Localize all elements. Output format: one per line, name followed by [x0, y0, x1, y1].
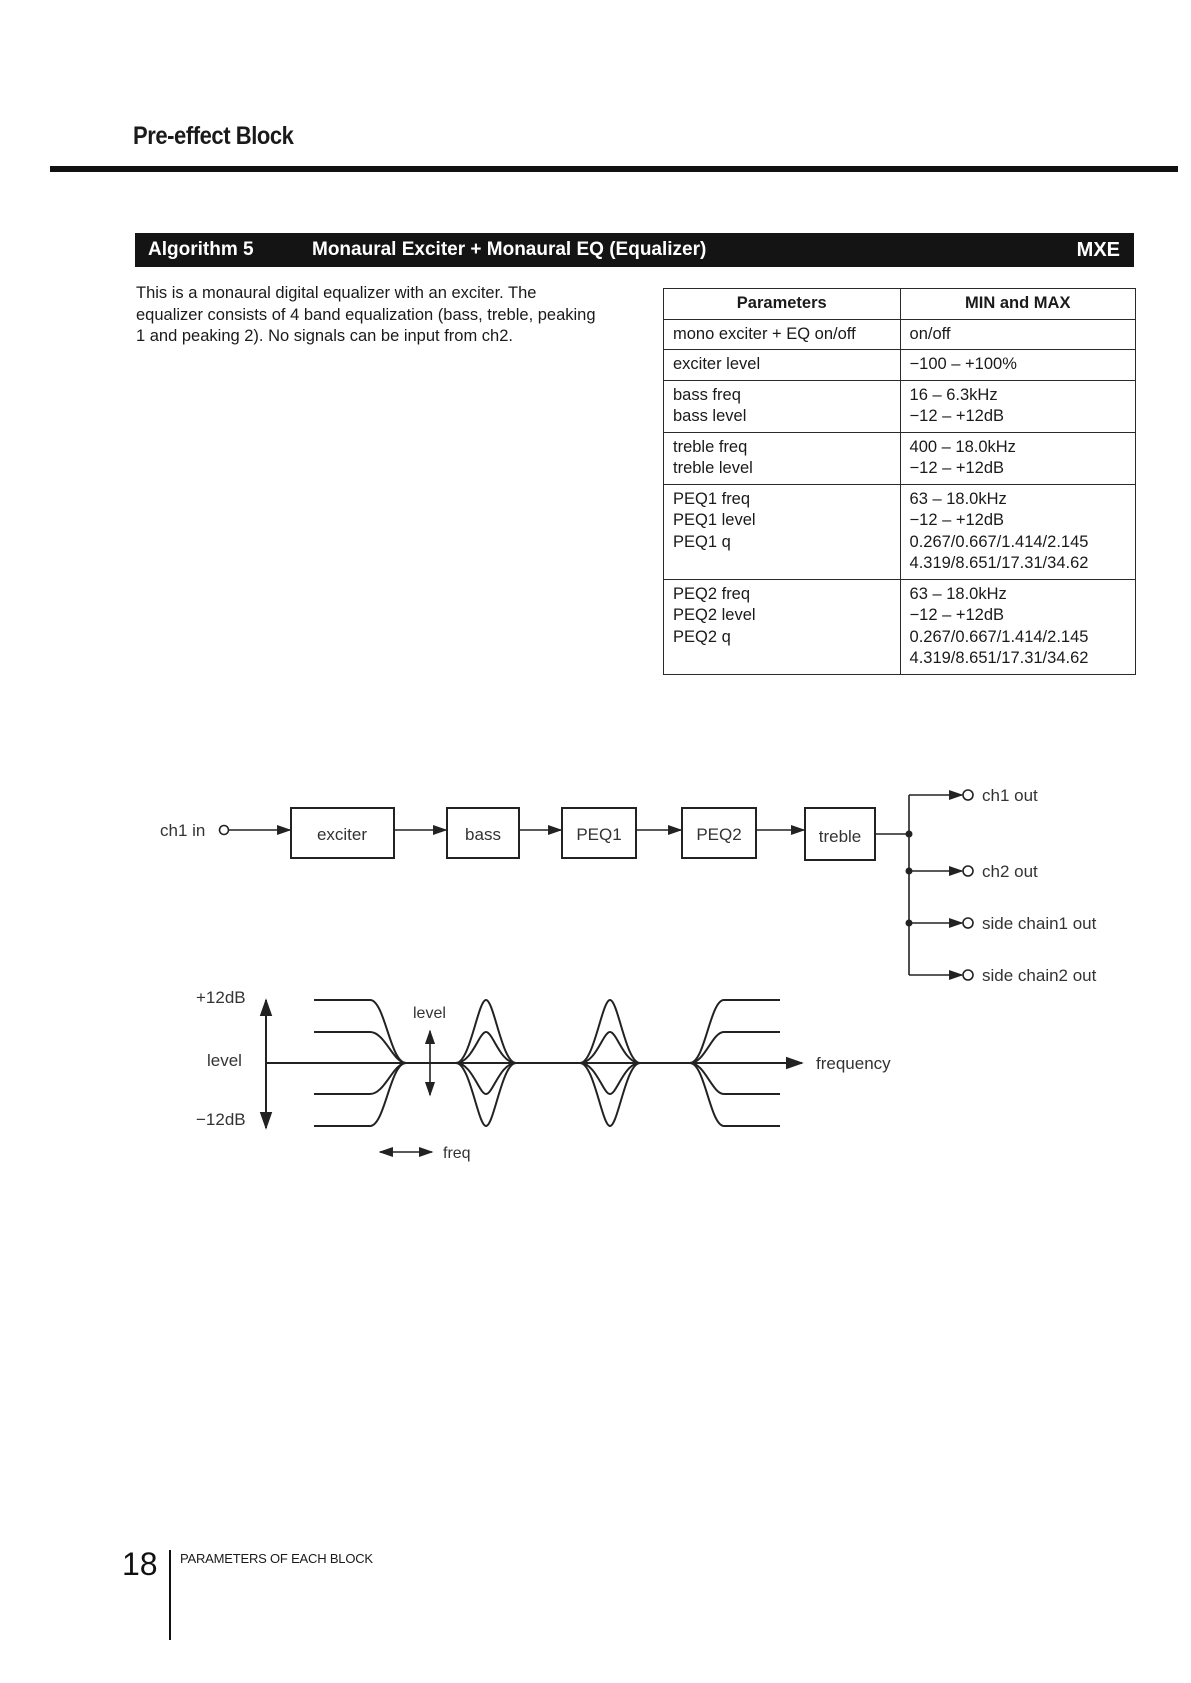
- parameter-name: treble level: [673, 459, 753, 477]
- parameter-name: PEQ2 freq: [673, 584, 751, 603]
- parameter-name: PEQ1 q: [673, 532, 731, 551]
- algorithm-code: MXE: [1076, 239, 1120, 261]
- parameter-range: 16 – 6.3kHz: [909, 385, 998, 404]
- exciter-block: [291, 808, 394, 858]
- output-label-side-chain1: side chain1 out: [982, 914, 1097, 933]
- parameter-name: treble freq: [673, 437, 748, 456]
- footer-rule: [169, 1550, 171, 1640]
- header-min-max: MIN and MAX: [900, 289, 1135, 320]
- parameter-range: 63 – 18.0kHz: [909, 489, 1007, 508]
- intro-paragraph: This is a monaural digital equalizer with an exciter. The equalizer consists of 4 band equalization (bass, treble, peaking 1 and peaking 2). No signals can be input from ch2.: [136, 284, 596, 345]
- peq2-block-label: PEQ2: [696, 825, 742, 844]
- bass-block: [447, 808, 519, 858]
- parameter-name: PEQ2 q: [673, 627, 731, 646]
- freq-label: freq: [443, 1145, 471, 1162]
- frequency-axis-label: frequency: [816, 1054, 891, 1073]
- exciter-block-label: exciter: [316, 825, 368, 844]
- parameter-name: PEQ1 freq: [673, 489, 751, 508]
- header-parameters: Parameters: [664, 289, 901, 320]
- parameter-name: exciter level: [673, 355, 761, 373]
- algorithm-number: Algorithm 5: [148, 239, 254, 260]
- parameter-range: on/off: [909, 324, 951, 343]
- section-title: Pre-effect Block: [133, 122, 294, 150]
- treble-block: [805, 808, 875, 860]
- level-axis-label: level: [207, 1051, 242, 1070]
- minus-12db-label: −12dB: [196, 1110, 246, 1129]
- plus-12db-label: +12dB: [196, 988, 246, 1007]
- parameter-name: PEQ1 level: [673, 511, 756, 529]
- parameter-name: mono exciter + EQ on/off: [673, 324, 856, 343]
- parameter-range: 4.319/8.651/17.31/34.62: [909, 554, 1089, 572]
- output-label-ch1: ch1 out: [982, 786, 1038, 805]
- eq-response-graph: [266, 1000, 802, 1152]
- parameter-range: 0.267/0.667/1.414/2.145: [909, 627, 1089, 646]
- parameter-range: 0.267/0.667/1.414/2.145: [909, 532, 1089, 551]
- parameter-range: −12 – +12dB: [909, 606, 1005, 624]
- algorithm-name: Monaural Exciter + Monaural EQ (Equalizer): [312, 239, 707, 260]
- parameter-name: PEQ2 level: [673, 606, 756, 624]
- footer-label: PARAMETERS OF EACH BLOCK: [180, 1551, 373, 1566]
- parameter-name: bass freq: [673, 385, 741, 404]
- parameter-range: 4.319/8.651/17.31/34.62: [909, 649, 1089, 667]
- parameter-range: −12 – +12dB: [909, 511, 1005, 529]
- parameter-range: −100 – +100%: [909, 355, 1017, 373]
- input-label: ch1 in: [160, 821, 206, 840]
- bass-block-label: bass: [465, 825, 501, 844]
- parameter-range: −12 – +12dB: [909, 459, 1005, 477]
- peq1-block-label: PEQ1: [576, 825, 622, 844]
- output-bus: [906, 790, 974, 980]
- parameter-name: bass level: [673, 407, 747, 425]
- parameter-range: 400 – 18.0kHz: [909, 437, 1016, 456]
- parameter-range: 63 – 18.0kHz: [909, 584, 1007, 603]
- treble-block-label: treble: [818, 827, 862, 846]
- peq2-block: [682, 808, 756, 858]
- page-number: 18: [122, 1546, 158, 1582]
- output-label-ch2: ch2 out: [982, 862, 1038, 881]
- output-label-side-chain2: side chain2 out: [982, 966, 1097, 985]
- inner-level-label: level: [413, 1005, 446, 1022]
- input-terminal: [220, 826, 229, 835]
- peq1-block: [562, 808, 636, 858]
- parameter-range: −12 – +12dB: [909, 407, 1005, 425]
